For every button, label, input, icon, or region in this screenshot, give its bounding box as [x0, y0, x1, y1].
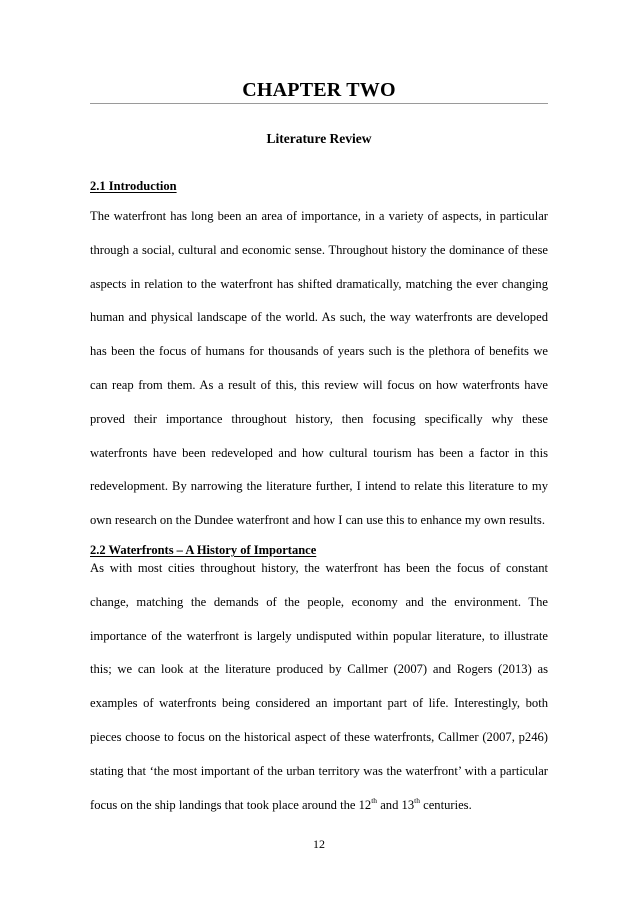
section-subtitle: Literature Review — [266, 131, 372, 146]
paragraph-main-text: As with most cities throughout history, the waterfront has been the focus of constant change, matching the demands of the people, economy and the environment. The importance of the waterfront is largely undisputed within popular literature, to illustrate this; we can look at the literature produced by Callmer (2007) and Rogers (2013) as examples of waterfronts being considered an important part of life. Interestingly, both pieces choose to focus on the historical aspect of these waterfronts, Callmer (2007, p246) stating that ‘the most important of the urban territory was the waterfront’ with a particular focus on the ship landings that took place around the 12 — [90, 561, 548, 812]
heading-waterfronts-history: 2.2 Waterfronts – A History of Importance — [90, 543, 317, 557]
paragraph-waterfronts-history — [90, 552, 548, 822]
superscript-th-2: th — [414, 795, 420, 805]
chapter-title: CHAPTER TWO — [242, 79, 396, 101]
heading-introduction: 2.1 Introduction — [90, 179, 177, 193]
superscript-th-1: th — [371, 795, 378, 805]
paragraph-end-text: centuries. — [419, 797, 472, 812]
paragraph-mid-text: and 13 — [377, 797, 415, 812]
paragraph-introduction: The waterfront has long been an area of importance, in a variety of aspects, in particular through a social, cultural and economic sense. Throughout history the dominance of these aspects in relation to the waterfront has shifted dramatically, matching the ever changing human and physical landscape of the world. As such, the way waterfronts are developed has been the focus of humans for thousands of years such is the plethora of benefits we can reap from them. As a result of this, this review will focus on how waterfronts have proved their importance throughout history, then focusing specifically why these waterfronts have been redeveloped and how cultural tourism has been a factor in this redevelopment. By narrowing the literature further, I intend to relate this literature to my own research on the Dundee waterfront and how I can use this to enhance my own results. — [90, 209, 548, 528]
page-number: 12 — [313, 837, 325, 851]
title-divider — [90, 103, 548, 104]
